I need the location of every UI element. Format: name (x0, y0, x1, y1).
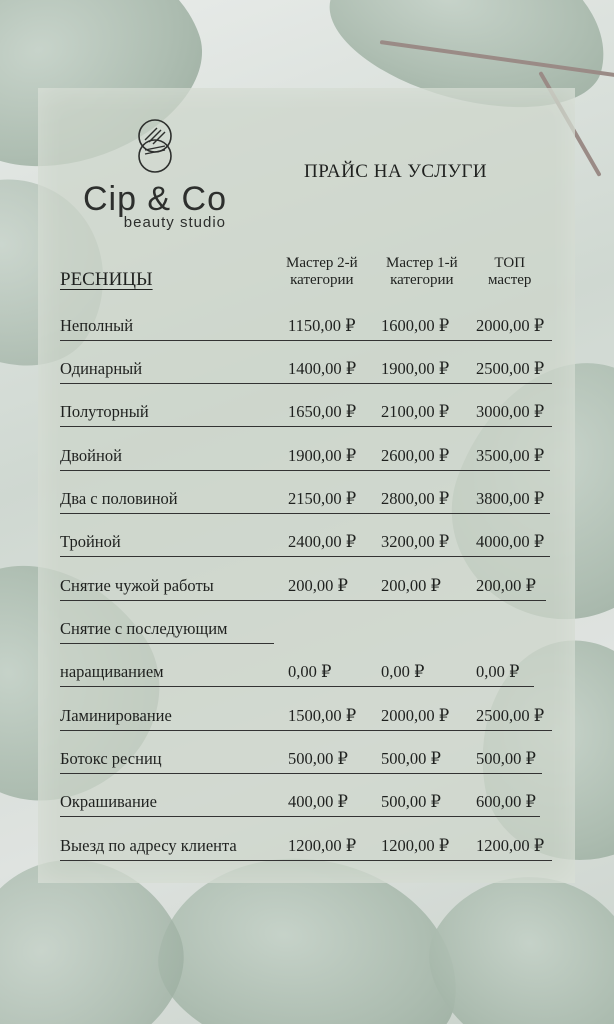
price-row (60, 576, 552, 598)
price-p3: 3000,00 ₽ (476, 402, 545, 421)
service-name: Неполный (60, 316, 134, 335)
price-p2: 2100,00 ₽ (381, 402, 450, 421)
logo-emblem-icon (131, 118, 179, 176)
price-p3: 2000,00 ₽ (476, 316, 545, 335)
brand-tagline: beauty studio (123, 214, 226, 231)
service-name: Снятие чужой работы (60, 576, 214, 595)
price-p3: 4000,00 ₽ (476, 532, 545, 551)
service-name: Ботокс ресниц (60, 749, 162, 768)
row-underline (60, 556, 550, 557)
row-underline (60, 470, 550, 471)
price-p1: 0,00 ₽ (288, 662, 332, 681)
brand-logo (70, 118, 240, 231)
service-name: наращиванием (60, 662, 164, 681)
price-p1: 2150,00 ₽ (288, 489, 357, 508)
price-p2: 200,00 ₽ (381, 576, 441, 595)
row-underline (60, 383, 552, 384)
price-row (60, 489, 552, 511)
price-p3: 500,00 ₽ (476, 749, 536, 768)
column-header-master-1 (386, 255, 458, 289)
row-underline (60, 643, 274, 644)
price-row (60, 792, 552, 814)
row-underline (60, 340, 552, 341)
page-title: ПРАЙС НА УСЛУГИ (304, 161, 488, 182)
column-header-line: категории (290, 272, 354, 288)
row-underline (60, 426, 552, 427)
row-underline (60, 600, 546, 601)
service-name: Полуторный (60, 402, 149, 421)
row-underline (60, 686, 534, 687)
price-p3: 3500,00 ₽ (476, 446, 545, 465)
price-p1: 1900,00 ₽ (288, 446, 357, 465)
service-name: Одинарный (60, 359, 143, 378)
price-row (60, 402, 552, 424)
price-p1: 1500,00 ₽ (288, 706, 357, 725)
price-p1: 1400,00 ₽ (288, 359, 357, 378)
price-p1: 500,00 ₽ (288, 749, 348, 768)
price-p3: 2500,00 ₽ (476, 359, 545, 378)
price-row (60, 359, 552, 381)
column-header-master-2 (286, 255, 358, 289)
service-name: Двойной (60, 446, 122, 465)
service-name: Выезд по адресу клиента (60, 836, 237, 855)
price-p1: 400,00 ₽ (288, 792, 348, 811)
row-underline (60, 860, 552, 861)
price-row (60, 316, 552, 338)
column-header-line: мастер (488, 272, 532, 288)
price-row (60, 836, 552, 858)
price-row (60, 446, 552, 468)
price-p2: 2000,00 ₽ (381, 706, 450, 725)
row-underline (60, 730, 552, 731)
price-p3: 200,00 ₽ (476, 576, 536, 595)
service-name: Ламинирование (60, 706, 172, 725)
column-header-top-master (488, 255, 531, 289)
price-p1: 1150,00 ₽ (288, 316, 356, 335)
price-row (60, 706, 552, 728)
price-p2: 0,00 ₽ (381, 662, 425, 681)
price-p2: 500,00 ₽ (381, 749, 441, 768)
service-name: Снятие с последующим (60, 619, 228, 638)
price-p2: 3200,00 ₽ (381, 532, 450, 551)
price-row (60, 749, 552, 771)
price-p2: 1600,00 ₽ (381, 316, 450, 335)
row-underline (60, 773, 542, 774)
price-p3: 3800,00 ₽ (476, 489, 545, 508)
price-p1: 1200,00 ₽ (288, 836, 357, 855)
row-underline (60, 513, 550, 514)
column-header-line: категории (390, 272, 454, 288)
column-header-line: Мастер 1-й (386, 255, 458, 271)
brand-name: Cip & Co (82, 180, 228, 218)
service-name: Два с половиной (60, 489, 178, 508)
price-p2: 2800,00 ₽ (381, 489, 450, 508)
price-row (60, 532, 552, 554)
price-p3: 2500,00 ₽ (476, 706, 545, 725)
price-row (60, 619, 552, 641)
column-header-line: ТОП (494, 255, 526, 271)
price-p3: 0,00 ₽ (476, 662, 520, 681)
price-row (60, 662, 552, 684)
price-p2: 1900,00 ₽ (381, 359, 450, 378)
price-p3: 600,00 ₽ (476, 792, 536, 811)
price-p1: 200,00 ₽ (288, 576, 348, 595)
price-p1: 2400,00 ₽ (288, 532, 357, 551)
price-p2: 2600,00 ₽ (381, 446, 450, 465)
price-p2: 1200,00 ₽ (381, 836, 450, 855)
service-name: Тройной (60, 532, 121, 551)
section-heading: РЕСНИЦЫ (60, 269, 153, 290)
price-p2: 500,00 ₽ (381, 792, 441, 811)
price-p3: 1200,00 ₽ (476, 836, 545, 855)
service-name: Окрашивание (60, 792, 157, 811)
price-p1: 1650,00 ₽ (288, 402, 357, 421)
row-underline (60, 816, 540, 817)
column-header-line: Мастер 2-й (286, 255, 358, 271)
